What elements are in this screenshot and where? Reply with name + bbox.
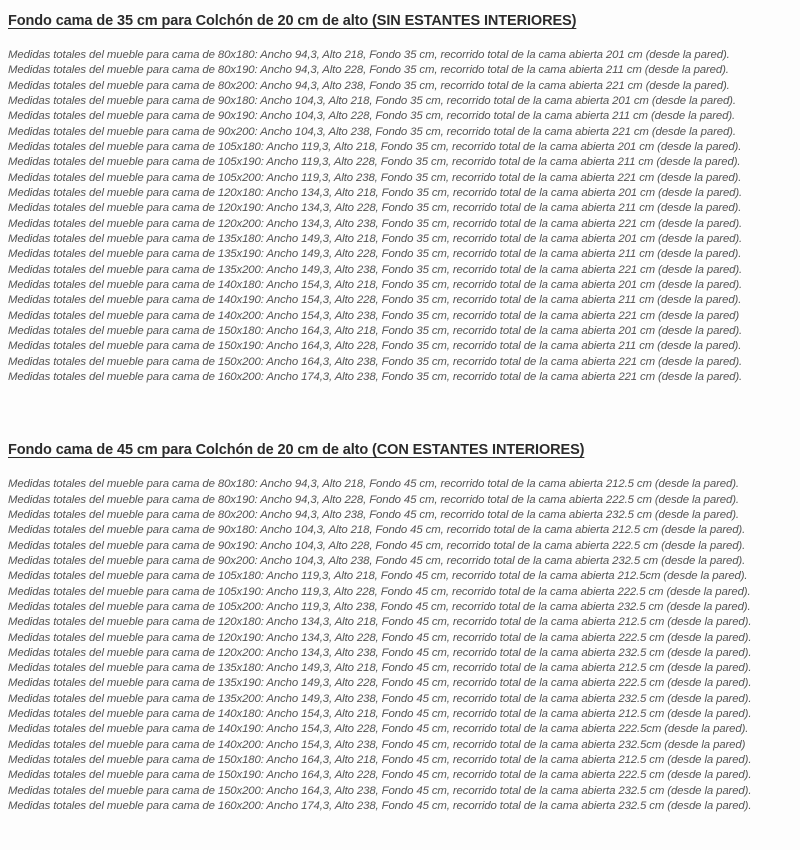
measure-line: Medidas totales del mueble para cama de 80x190: Ancho 94,3, Alto 228, Fondo 45 cm, recorrido total de la cama abierta 222.5 cm (desde la pared).	[8, 493, 739, 506]
measure-line: Medidas totales del mueble para cama de 140x180: Ancho 154,3, Alto 218, Fondo 35 cm, recorrido total de la cama abierta 201 cm (desde la pared).	[8, 278, 743, 291]
measure-line: Medidas totales del mueble para cama de 150x190: Ancho 164,3, Alto 228, Fondo 45 cm, recorrido total de la cama abierta 222.5 cm (desde la pared).	[8, 769, 752, 782]
measure-line: Medidas totales del mueble para cama de 105x180: Ancho 119,3, Alto 218, Fondo 45 cm, recorrido total de la cama abierta 212.5cm (desde la pared).	[8, 570, 748, 583]
measure-line: Medidas totales del mueble para cama de 135x190: Ancho 149,3, Alto 228, Fondo 35 cm, recorrido total de la cama abierta 211 cm (desde la pared).	[8, 248, 742, 261]
measure-list-fondo-35	[6, 48, 794, 385]
measure-line: Medidas totales del mueble para cama de 105x190: Ancho 119,3, Alto 228, Fondo 45 cm, recorrido total de la cama abierta 222.5 cm (desde la pared).	[8, 585, 751, 598]
measure-line: Medidas totales del mueble para cama de 90x180: Ancho 104,3, Alto 218, Fondo 45 cm, recorrido total de la cama abierta 212.5 cm (desde la pared).	[8, 524, 746, 537]
section-divider-space	[0, 385, 800, 437]
measure-line: Medidas totales del mueble para cama de 120x200: Ancho 134,3, Alto 238, Fondo 35 cm, recorrido total de la cama abierta 221 cm (desde la pared).	[8, 217, 743, 230]
heading-spacer	[6, 31, 794, 48]
measure-line: Medidas totales del mueble para cama de 140x200: Ancho 154,3, Alto 238, Fondo 45 cm, recorrido total de la cama abierta 232.5cm (desde la pared)	[8, 738, 746, 751]
measure-line: Medidas totales del mueble para cama de 80x190: Ancho 94,3, Alto 228, Fondo 35 cm, recorrido total de la cama abierta 211 cm (desde la pared).	[8, 64, 729, 77]
measure-line: Medidas totales del mueble para cama de 120x200: Ancho 134,3, Alto 238, Fondo 45 cm, recorrido total de la cama abierta 232.5 cm (desde la pared).	[8, 646, 752, 659]
measure-line: Medidas totales del mueble para cama de 150x200: Ancho 164,3, Alto 238, Fondo 35 cm, recorrido total de la cama abierta 221 cm (desde la pared).	[8, 355, 743, 368]
measure-line: Medidas totales del mueble para cama de 150x200: Ancho 164,3, Alto 238, Fondo 45 cm, recorrido total de la cama abierta 232.5 cm (desde la pared).	[8, 784, 752, 797]
measure-line: Medidas totales del mueble para cama de 120x190: Ancho 134,3, Alto 228, Fondo 45 cm, recorrido total de la cama abierta 222.5 cm (desde la pared).	[8, 631, 752, 644]
section-heading-fondo-35: Fondo cama de 35 cm para Colchón de 20 cm de alto (SIN ESTANTES INTERIORES)	[8, 13, 577, 29]
section-fondo-45	[0, 437, 800, 814]
measure-line: Medidas totales del mueble para cama de 150x190: Ancho 164,3, Alto 228, Fondo 35 cm, recorrido total de la cama abierta 211 cm (desde la pared).	[8, 340, 742, 353]
measure-line: Medidas totales del mueble para cama de 120x180: Ancho 134,3, Alto 218, Fondo 35 cm, recorrido total de la cama abierta 201 cm (desde la pared).	[8, 186, 743, 199]
measure-line: Medidas totales del mueble para cama de 160x200: Ancho 174,3, Alto 238, Fondo 35 cm, recorrido total de la cama abierta 221 cm (desde la pared).	[8, 370, 743, 383]
measure-line: Medidas totales del mueble para cama de 135x200: Ancho 149,3, Alto 238, Fondo 45 cm, recorrido total de la cama abierta 232.5 cm (desde la pared).	[8, 692, 752, 705]
measure-line: Medidas totales del mueble para cama de 105x200: Ancho 119,3, Alto 238, Fondo 35 cm, recorrido total de la cama abierta 221 cm (desde la pared).	[8, 171, 742, 184]
measure-line: Medidas totales del mueble para cama de 80x200: Ancho 94,3, Alto 238, Fondo 45 cm, recorrido total de la cama abierta 232.5 cm (desde la pared).	[8, 508, 739, 521]
section-fondo-35	[0, 8, 800, 385]
measure-line: Medidas totales del mueble para cama de 160x200: Ancho 174,3, Alto 238, Fondo 45 cm, recorrido total de la cama abierta 232.5 cm (desde la pared).	[8, 800, 752, 813]
bottom-padding	[0, 814, 800, 834]
measure-line: Medidas totales del mueble para cama de 150x180: Ancho 164,3, Alto 218, Fondo 35 cm, recorrido total de la cama abierta 201 cm (desde la pared).	[8, 324, 743, 337]
measure-line: Medidas totales del mueble para cama de 105x200: Ancho 119,3, Alto 238, Fondo 45 cm, recorrido total de la cama abierta 232.5 cm (desde la pared).	[8, 600, 751, 613]
heading-spacer	[6, 460, 794, 477]
measure-line: Medidas totales del mueble para cama de 120x180: Ancho 134,3, Alto 218, Fondo 45 cm, recorrido total de la cama abierta 212.5 cm (desde la pared).	[8, 616, 752, 629]
measure-line: Medidas totales del mueble para cama de 80x200: Ancho 94,3, Alto 238, Fondo 35 cm, recorrido total de la cama abierta 221 cm (desde la pared).	[8, 79, 730, 92]
measure-line: Medidas totales del mueble para cama de 80x180: Ancho 94,3, Alto 218, Fondo 35 cm, recorrido total de la cama abierta 201 cm (desde la pared).	[8, 49, 730, 61]
measure-line: Medidas totales del mueble para cama de 90x200: Ancho 104,3, Alto 238, Fondo 35 cm, recorrido total de la cama abierta 221 cm (desde la pared).	[8, 125, 736, 138]
measure-line: Medidas totales del mueble para cama de 90x190: Ancho 104,3, Alto 228, Fondo 35 cm, recorrido total de la cama abierta 211 cm (desde la pared).	[8, 110, 736, 123]
measure-line: Medidas totales del mueble para cama de 90x180: Ancho 104,3, Alto 218, Fondo 35 cm, recorrido total de la cama abierta 201 cm (desde la pared).	[8, 94, 736, 107]
measure-line: Medidas totales del mueble para cama de 105x180: Ancho 119,3, Alto 218, Fondo 35 cm, recorrido total de la cama abierta 201 cm (desde la pared).	[8, 140, 742, 153]
section-heading-fondo-45: Fondo cama de 45 cm para Colchón de 20 cm de alto (CON ESTANTES INTERIORES)	[8, 442, 585, 459]
measure-line: Medidas totales del mueble para cama de 140x190: Ancho 154,3, Alto 228, Fondo 45 cm, recorrido total de la cama abierta 222.5cm (desde la pared).	[8, 723, 749, 736]
measure-line: Medidas totales del mueble para cama de 135x200: Ancho 149,3, Alto 238, Fondo 35 cm, recorrido total de la cama abierta 221 cm (desde la pared).	[8, 263, 743, 276]
measure-line: Medidas totales del mueble para cama de 90x190: Ancho 104,3, Alto 228, Fondo 45 cm, recorrido total de la cama abierta 222.5 cm (desde la pared).	[8, 539, 746, 552]
measure-line: Medidas totales del mueble para cama de 80x180: Ancho 94,3, Alto 218, Fondo 45 cm, recorrido total de la cama abierta 212.5 cm (desde la pared).	[8, 478, 739, 491]
measure-line: Medidas totales del mueble para cama de 135x180: Ancho 149,3, Alto 218, Fondo 35 cm, recorrido total de la cama abierta 201 cm (desde la pared).	[8, 232, 743, 245]
measure-line: Medidas totales del mueble para cama de 150x180: Ancho 164,3, Alto 218, Fondo 45 cm, recorrido total de la cama abierta 212.5 cm (desde la pared).	[8, 754, 752, 767]
measure-line: Medidas totales del mueble para cama de 90x200: Ancho 104,3, Alto 238, Fondo 45 cm, recorrido total de la cama abierta 232.5 cm (desde la pared).	[8, 554, 746, 567]
measure-list-fondo-45	[6, 477, 794, 814]
measure-line: Medidas totales del mueble para cama de 135x180: Ancho 149,3, Alto 218, Fondo 45 cm, recorrido total de la cama abierta 212.5 cm (desde la pared).	[8, 662, 752, 675]
measure-line: Medidas totales del mueble para cama de 140x180: Ancho 154,3, Alto 218, Fondo 45 cm, recorrido total de la cama abierta 212.5 cm (desde la pared).	[8, 708, 752, 721]
measure-line: Medidas totales del mueble para cama de 140x200: Ancho 154,3, Alto 238, Fondo 35 cm, recorrido total de la cama abierta 221 cm (desde la pared)	[8, 309, 740, 322]
measure-line: Medidas totales del mueble para cama de 105x190: Ancho 119,3, Alto 228, Fondo 35 cm, recorrido total de la cama abierta 211 cm (desde la pared).	[8, 156, 741, 169]
measure-line: Medidas totales del mueble para cama de 140x190: Ancho 154,3, Alto 228, Fondo 35 cm, recorrido total de la cama abierta 211 cm (desde la pared).	[8, 294, 742, 307]
measure-line: Medidas totales del mueble para cama de 135x190: Ancho 149,3, Alto 228, Fondo 45 cm, recorrido total de la cama abierta 222.5 cm (desde la pared).	[8, 677, 752, 690]
measure-line: Medidas totales del mueble para cama de 120x190: Ancho 134,3, Alto 228, Fondo 35 cm, recorrido total de la cama abierta 211 cm (desde la pared).	[8, 202, 742, 215]
